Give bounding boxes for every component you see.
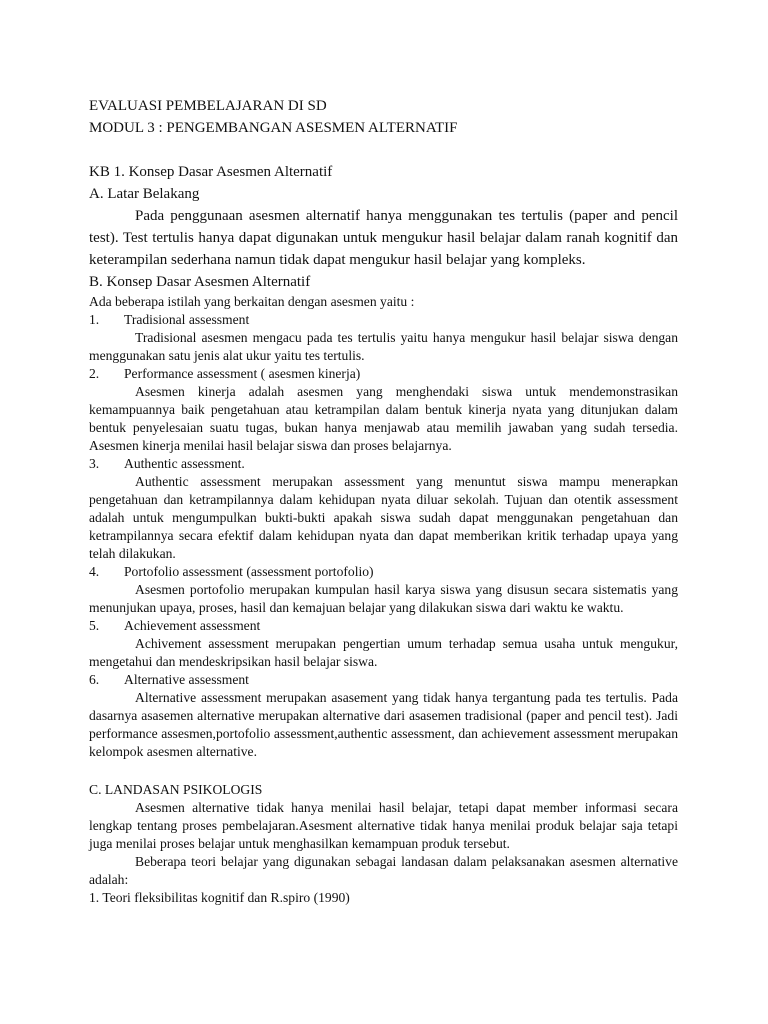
list-item-number: 6. xyxy=(89,672,100,687)
list-item xyxy=(89,365,678,455)
list-item-title: Performance assessment ( asesmen kinerja) xyxy=(124,366,361,381)
list-item-number: 4. xyxy=(89,564,100,579)
list-item-title: Authentic assessment. xyxy=(124,456,245,471)
list-item xyxy=(89,617,678,671)
section-c-paragraph-1: Asesmen alternative tidak hanya menilai hasil belajar, tetapi dapat member informasi secara lengkap tentang proses pembelajaran.Asesment alternative tidak hanya menilai produk belajar saja tetapi juga menilai proses belajar untuk menghasilkan kemampuan produk tersebut. xyxy=(89,800,678,851)
list-item-description: Asesmen portofolio merupakan kumpulan hasil karya siswa yang disusun secara sistematis yang menunjukan upaya, proses, hasil dan kemajuan belajar yang dilakukan siswa dari waktu ke waktu. xyxy=(89,582,678,615)
list-item xyxy=(89,671,678,761)
section-c-paragraph-2: Beberapa teori belajar yang digunakan sebagai landasan dalam pelaksanakan asesmen alternative adalah: xyxy=(89,854,678,887)
list-item xyxy=(89,563,678,617)
section-c-heading: C. LANDASAN PSIKOLOGIS xyxy=(89,782,263,797)
list-item xyxy=(89,455,678,563)
list-item-description: Asesmen kinerja adalah asesmen yang menghendaki siswa untuk mendemonstrasikan kemampuannya baik pengetahuan atau ketrampilan dalam bentuk kinerja nyata yang ditunjukan dalam bentuk penyelesaian suatu tugas, bukan hanya menjawab atau memilih jawaban yang sudah tersedia. Asesmen kinerja menilai hasil belajar siswa dan proses belajarnya. xyxy=(89,384,678,453)
list-item-title: Portofolio assessment (assessment portofolio) xyxy=(124,564,374,579)
assessment-list xyxy=(89,311,678,761)
list-item-description: Achivement assessment merupakan pengertian umum terhadap semua usaha untuk mengukur, mengetahui dan mendeskripsikan hasil belajar siswa. xyxy=(89,636,678,669)
module-title: MODUL 3 : PENGEMBANGAN ASESMEN ALTERNATIF xyxy=(89,120,458,136)
list-item-description: Authentic assessment merupakan assessment yang menuntut siswa mampu menerapkan pengetahuan dan ketrampilannya dalam kehidupan nyata diluar sekolah. Tujuan dan otentik assessment adalah untuk mengumpulkan bukti-bukti apakah siswa sudah dapat menggunakan pengetahuan dan ketrampilannya secara efektif dalam kehidupan nyata dan dapat memberikan kritik terhadap upaya yang telah dilakukan. xyxy=(89,474,678,561)
list-item-title: Tradisional assessment xyxy=(124,312,250,327)
list-item-description: Alternative assessment merupakan asasement yang tidak hanya tergantung pada tes tertulis. Pada dasarnya asasemen alternative merupakan alternative dari asasemen tradisional (paper and pencil test). Jadi performance assesmen,portofolio assessment,authentic assessment, dan achievement assessment merupakan kelompok asesmen alternative. xyxy=(89,690,678,759)
theory-list-item: 1. Teori fleksibilitas kognitif dan R.spiro (1990) xyxy=(89,890,350,905)
list-item-number: 5. xyxy=(89,618,100,633)
section-b-intro: Ada beberapa istilah yang berkaitan dengan asesmen yaitu : xyxy=(89,294,415,309)
section-a-heading: A. Latar Belakang xyxy=(89,186,200,202)
section-a-paragraph: Pada penggunaan asesmen alternatif hanya menggunakan tes tertulis (paper and pencil test). Test tertulis hanya dapat digunakan untuk mengukur hasil belajar dalam ranah kognitif dan keterampilan sederhana namun tidak dapat mengukur hasil belajar yang kompleks. xyxy=(89,208,678,268)
list-item-title: Alternative assessment xyxy=(124,672,249,687)
section-b-heading: B. Konsep Dasar Asesmen Alternatif xyxy=(89,274,311,290)
kb-heading: KB 1. Konsep Dasar Asesmen Alternatif xyxy=(89,164,333,180)
list-item-number: 1. xyxy=(89,312,100,327)
list-item xyxy=(89,311,678,365)
list-item-description: Tradisional asesmen mengacu pada tes tertulis yaitu hanya mengukur hasil belajar siswa dengan menggunakan satu jenis alat ukur yaitu tes tertulis. xyxy=(89,330,678,363)
document-title: EVALUASI PEMBELAJARAN DI SD xyxy=(89,98,327,114)
document-body xyxy=(89,95,678,907)
list-item-number: 3. xyxy=(89,456,100,471)
list-item-title: Achievement assessment xyxy=(124,618,261,633)
list-item-number: 2. xyxy=(89,366,100,381)
